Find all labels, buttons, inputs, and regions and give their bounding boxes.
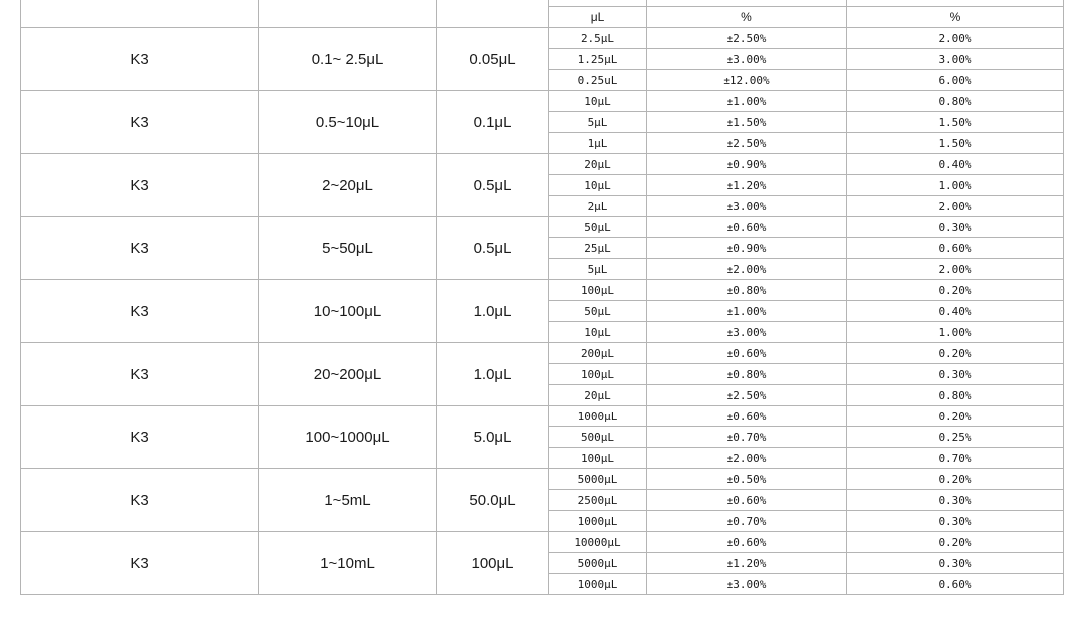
accuracy-cell: ±2.00%	[647, 259, 847, 280]
precision-cell: 0.80%	[847, 385, 1064, 406]
accuracy-cell: ±0.60%	[647, 217, 847, 238]
test-volume-cell: 50μL	[549, 301, 647, 322]
test-volume-cell: 1000μL	[549, 574, 647, 595]
accuracy-cell: ±3.00%	[647, 574, 847, 595]
model-cell: K3	[21, 343, 259, 406]
test-volume-cell: 1000μL	[549, 511, 647, 532]
header-volume-unit: μL	[549, 7, 647, 28]
increment-cell: 100μL	[437, 532, 549, 595]
test-volume-cell: 1μL	[549, 133, 647, 154]
range-cell: 20~200μL	[259, 343, 437, 406]
range-cell: 0.5~10μL	[259, 91, 437, 154]
model-cell: K3	[21, 91, 259, 154]
precision-cell: 2.00%	[847, 259, 1064, 280]
precision-cell: 0.30%	[847, 553, 1064, 574]
increment-cell: 0.5μL	[437, 154, 549, 217]
accuracy-cell: ±0.50%	[647, 469, 847, 490]
model-cell: K3	[21, 28, 259, 91]
accuracy-cell: ±3.00%	[647, 322, 847, 343]
header-cell-model	[21, 0, 259, 28]
accuracy-cell: ±1.50%	[647, 112, 847, 133]
header-cell-range	[259, 0, 437, 28]
model-cell: K3	[21, 469, 259, 532]
table-row	[21, 154, 1064, 175]
table-row	[21, 469, 1064, 490]
precision-cell: 6.00%	[847, 70, 1064, 91]
increment-cell: 1.0μL	[437, 280, 549, 343]
accuracy-cell: ±0.70%	[647, 427, 847, 448]
range-cell: 5~50μL	[259, 217, 437, 280]
precision-cell: 0.40%	[847, 301, 1064, 322]
precision-cell: 0.20%	[847, 406, 1064, 427]
accuracy-cell: ±1.00%	[647, 301, 847, 322]
range-cell: 100~1000μL	[259, 406, 437, 469]
accuracy-cell: ±0.90%	[647, 154, 847, 175]
accuracy-cell: ±1.20%	[647, 175, 847, 196]
precision-cell: 0.30%	[847, 490, 1064, 511]
increment-cell: 1.0μL	[437, 343, 549, 406]
test-volume-cell: 200μL	[549, 343, 647, 364]
test-volume-cell: 1.25μL	[549, 49, 647, 70]
accuracy-cell: ±1.20%	[647, 553, 847, 574]
table-row	[21, 532, 1064, 553]
test-volume-cell: 1000μL	[549, 406, 647, 427]
precision-cell: 0.70%	[847, 448, 1064, 469]
test-volume-cell: 20μL	[549, 154, 647, 175]
precision-cell: 0.60%	[847, 574, 1064, 595]
test-volume-cell: 10μL	[549, 91, 647, 112]
precision-cell: 2.00%	[847, 28, 1064, 49]
precision-cell: 0.80%	[847, 91, 1064, 112]
precision-cell: 0.40%	[847, 154, 1064, 175]
test-volume-cell: 5μL	[549, 112, 647, 133]
test-volume-cell: 0.25uL	[549, 70, 647, 91]
test-volume-cell: 10000μL	[549, 532, 647, 553]
test-volume-cell: 100μL	[549, 364, 647, 385]
table-row	[21, 91, 1064, 112]
accuracy-cell: ±2.00%	[647, 448, 847, 469]
precision-cell: 0.30%	[847, 511, 1064, 532]
test-volume-cell: 2μL	[549, 196, 647, 217]
range-cell: 0.1~ 2.5μL	[259, 28, 437, 91]
range-cell: 1~10mL	[259, 532, 437, 595]
accuracy-cell: ±3.00%	[647, 196, 847, 217]
range-cell: 1~5mL	[259, 469, 437, 532]
increment-cell: 0.5μL	[437, 217, 549, 280]
increment-cell: 0.1μL	[437, 91, 549, 154]
test-volume-cell: 5000μL	[549, 553, 647, 574]
precision-cell: 1.50%	[847, 133, 1064, 154]
header-precision-unit: %	[847, 7, 1064, 28]
increment-cell: 0.05μL	[437, 28, 549, 91]
test-volume-cell: 2500μL	[549, 490, 647, 511]
precision-cell: 3.00%	[847, 49, 1064, 70]
precision-cell: 0.20%	[847, 280, 1064, 301]
accuracy-cell: ±0.60%	[647, 406, 847, 427]
pipette-spec-table	[20, 0, 1064, 595]
accuracy-cell: ±2.50%	[647, 28, 847, 49]
model-cell: K3	[21, 406, 259, 469]
accuracy-cell: ±0.90%	[647, 238, 847, 259]
test-volume-cell: 100μL	[549, 448, 647, 469]
accuracy-cell: ±0.60%	[647, 532, 847, 553]
accuracy-cell: ±0.60%	[647, 343, 847, 364]
precision-cell: 0.20%	[847, 343, 1064, 364]
table-row	[21, 280, 1064, 301]
test-volume-cell: 2.5μL	[549, 28, 647, 49]
range-cell: 2~20μL	[259, 154, 437, 217]
table-row	[21, 343, 1064, 364]
range-cell: 10~100μL	[259, 280, 437, 343]
table-row	[21, 406, 1064, 427]
precision-cell: 0.30%	[847, 217, 1064, 238]
test-volume-cell: 10μL	[549, 175, 647, 196]
increment-cell: 5.0μL	[437, 406, 549, 469]
precision-cell: 0.60%	[847, 238, 1064, 259]
accuracy-cell: ±0.80%	[647, 280, 847, 301]
header-cell-increment	[437, 0, 549, 28]
accuracy-cell: ±2.50%	[647, 385, 847, 406]
precision-cell: 1.50%	[847, 112, 1064, 133]
precision-cell: 2.00%	[847, 196, 1064, 217]
accuracy-cell: ±2.50%	[647, 133, 847, 154]
model-cell: K3	[21, 532, 259, 595]
test-volume-cell: 5000μL	[549, 469, 647, 490]
test-volume-cell: 100μL	[549, 280, 647, 301]
table-row	[21, 28, 1064, 49]
precision-cell: 0.20%	[847, 469, 1064, 490]
test-volume-cell: 20μL	[549, 385, 647, 406]
header-accuracy-unit: %	[647, 7, 847, 28]
accuracy-cell: ±0.70%	[647, 511, 847, 532]
table-row	[21, 217, 1064, 238]
model-cell: K3	[21, 280, 259, 343]
precision-cell: 0.25%	[847, 427, 1064, 448]
increment-cell: 50.0μL	[437, 469, 549, 532]
precision-cell: 0.30%	[847, 364, 1064, 385]
accuracy-cell: ±1.00%	[647, 91, 847, 112]
accuracy-cell: ±0.80%	[647, 364, 847, 385]
precision-cell: 0.20%	[847, 532, 1064, 553]
test-volume-cell: 500μL	[549, 427, 647, 448]
accuracy-cell: ±3.00%	[647, 49, 847, 70]
test-volume-cell: 50μL	[549, 217, 647, 238]
precision-cell: 1.00%	[847, 322, 1064, 343]
test-volume-cell: 25μL	[549, 238, 647, 259]
test-volume-cell: 10μL	[549, 322, 647, 343]
model-cell: K3	[21, 154, 259, 217]
precision-cell: 1.00%	[847, 175, 1064, 196]
accuracy-cell: ±0.60%	[647, 490, 847, 511]
accuracy-cell: ±12.00%	[647, 70, 847, 91]
test-volume-cell: 5μL	[549, 259, 647, 280]
spec-table-body	[21, 0, 1064, 595]
model-cell: K3	[21, 217, 259, 280]
